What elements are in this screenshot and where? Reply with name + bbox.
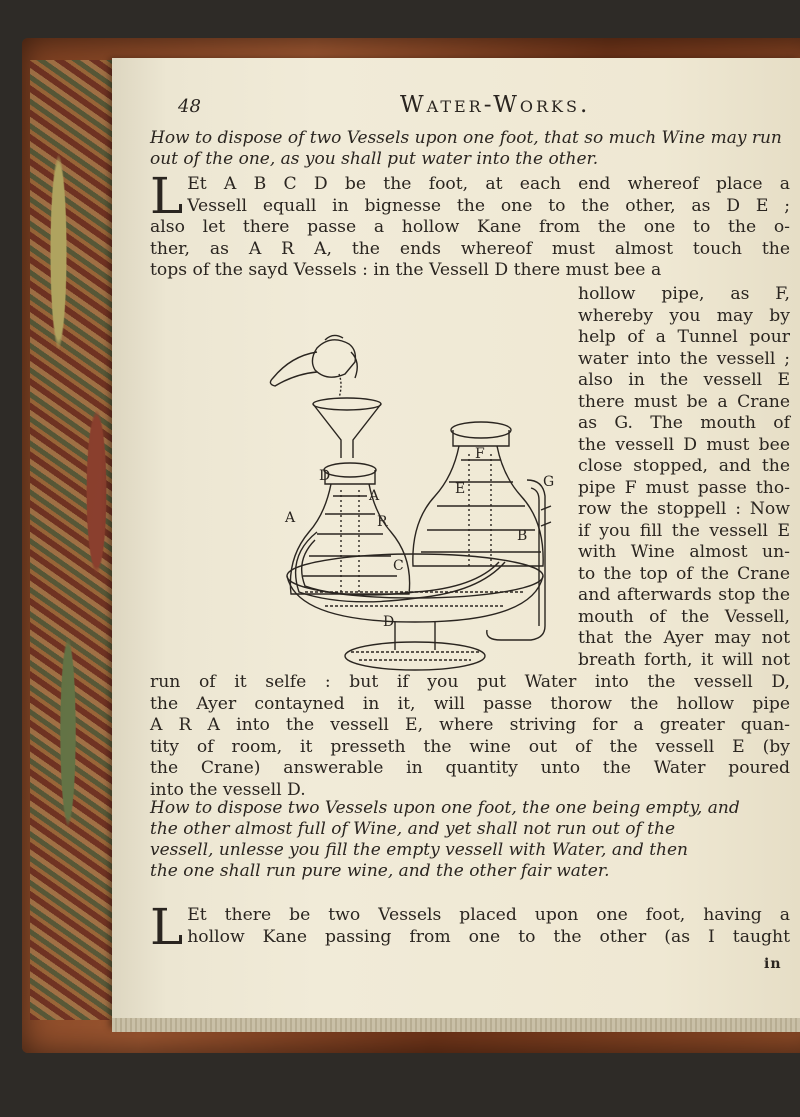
label-a-top: A bbox=[369, 488, 380, 504]
paragraph-lines bbox=[150, 167, 790, 282]
label-d-foot: D bbox=[383, 614, 395, 630]
text-line: row the stoppell : Now bbox=[578, 499, 790, 519]
text-line: run of it selfe : but if you put Water into the vessell D, bbox=[150, 672, 790, 692]
label-c: C bbox=[393, 558, 404, 574]
text-line: vessell, unlesse you fill the empty vessell with Water, and then bbox=[150, 840, 688, 860]
text-line: water into the vessell ; bbox=[578, 348, 790, 369]
text-line: the Ayer contayned in it, will passe thorow the hollow pipe bbox=[150, 693, 790, 714]
text-line: Et there be two Vessels placed upon one foot, having a bbox=[187, 905, 790, 925]
text-line: as G. The mouth of bbox=[578, 413, 790, 433]
vessel-d bbox=[290, 463, 409, 594]
label-d-vessel: D bbox=[319, 468, 331, 484]
paragraph-lines bbox=[150, 898, 790, 956]
text-line: the other almost full of Wine, and yet shall not run out of the bbox=[150, 819, 676, 839]
text-line: also let there passe a hollow Kane from the one to the o- bbox=[150, 217, 790, 237]
section-heading-1: How to dispose of two Vessels upon one foot, that so much Wine may run out of the one, as you shall put water into the other. bbox=[150, 128, 782, 169]
label-g: G bbox=[543, 474, 555, 490]
vessel-e bbox=[413, 422, 543, 566]
text-line: if you fill the vessell E bbox=[578, 520, 790, 541]
text-line: the one shall run pure wine, and the other fair water. bbox=[150, 861, 610, 881]
text-line: that the Ayer may not bbox=[578, 628, 790, 648]
text-line: to the top of the Crane bbox=[578, 563, 790, 584]
label-r: R bbox=[377, 514, 388, 530]
text-line: breath forth, it will not bbox=[578, 649, 790, 670]
text-line: close stopped, and the bbox=[578, 456, 790, 476]
paragraph-1-side bbox=[578, 284, 790, 671]
text-line: there must be a Crane bbox=[578, 391, 790, 412]
paragraph-1-bottom bbox=[150, 672, 790, 801]
foot-basin bbox=[287, 554, 543, 670]
drop-cap: L bbox=[150, 167, 184, 225]
text-line: with Wine almost un- bbox=[578, 542, 790, 562]
text-line: Vessell equall in bignesse the one to the other, as D E ; bbox=[187, 195, 790, 216]
running-title: Water-Works. bbox=[400, 92, 591, 118]
text-line: mouth of the Vessell, bbox=[578, 606, 790, 627]
funnel-icon bbox=[313, 398, 381, 458]
text-line: A R A into the vessell E, where striving for a greater quan- bbox=[150, 715, 790, 735]
paragraph-2 bbox=[150, 898, 790, 956]
marbled-endpaper bbox=[30, 60, 125, 1020]
page-edges bbox=[112, 1018, 800, 1032]
text-line: into the vessell D. bbox=[150, 779, 306, 800]
text-line: also in the vessell E bbox=[578, 370, 790, 390]
vessels-figure bbox=[255, 330, 565, 675]
text-line: help of a Tunnel pour bbox=[578, 327, 790, 347]
label-e: E bbox=[455, 481, 466, 497]
label-a-left: A bbox=[285, 510, 296, 526]
running-header bbox=[148, 92, 788, 124]
paragraph-1-top bbox=[150, 167, 790, 282]
crane-g bbox=[487, 480, 551, 640]
text-line: the vessell D must bee bbox=[578, 434, 790, 455]
text-line: the Crane) answerable in quantity unto the Water poured bbox=[150, 758, 790, 778]
drop-cap: L bbox=[150, 898, 184, 956]
text-line: hollow pipe, as F, bbox=[578, 284, 790, 304]
text-line: tops of the sayd Vessels : in the Vessell D there must bee a bbox=[150, 260, 662, 280]
text-line: hollow Kane passing from one to the other (as I taught bbox=[187, 926, 790, 947]
label-b: B bbox=[517, 528, 528, 544]
text-line: pipe F must passe tho- bbox=[578, 477, 790, 498]
catchword: in bbox=[764, 956, 782, 972]
text-line: Et A B C D be the foot, at each end whereof place a bbox=[187, 174, 790, 194]
text-line: ther, as A R A, the ends whereof must almost touch the bbox=[150, 238, 790, 259]
text-line: tity of room, it presseth the wine out of the vessell E (by bbox=[150, 736, 790, 757]
pitcher-icon bbox=[270, 335, 357, 398]
page-number: 48 bbox=[178, 96, 201, 117]
section-heading-2 bbox=[150, 798, 790, 882]
text-line: and afterwards stop the bbox=[578, 585, 790, 605]
text-line: How to dispose two Vessels upon one foot, the one being empty, and bbox=[150, 798, 740, 818]
label-f: F bbox=[475, 446, 485, 462]
text-line: whereby you may by bbox=[578, 305, 790, 326]
